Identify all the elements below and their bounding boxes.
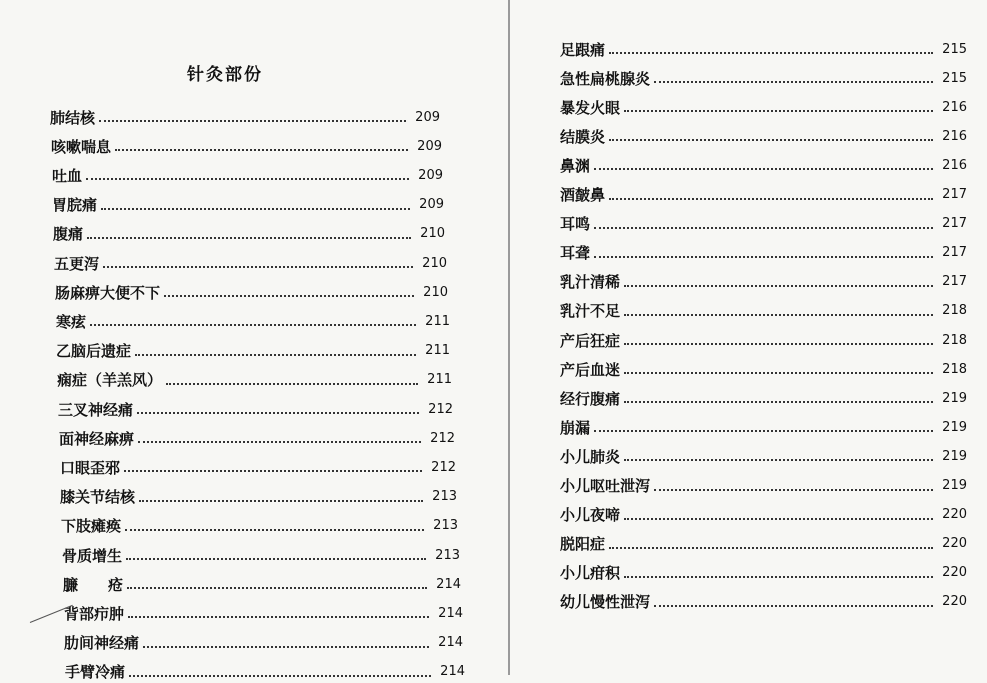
toc-entry-title: 吐血 — [52, 166, 83, 185]
toc-entry-page-number: 213 — [433, 518, 458, 534]
toc-entry-page-number: 217 — [942, 245, 967, 261]
toc-entry — [63, 573, 461, 595]
toc-entry — [52, 194, 444, 216]
toc-entry — [64, 602, 463, 624]
toc-entry — [560, 67, 967, 89]
toc-entry-title: 寒痃 — [56, 312, 87, 331]
toc-entry-page-number: 220 — [942, 536, 967, 552]
dot-leader — [624, 459, 933, 461]
toc-entry-page-number: 209 — [415, 109, 440, 125]
toc-entry-title: 暴发火眼 — [560, 98, 621, 117]
toc-entry-title: 足跟痛 — [560, 40, 606, 59]
toc-entry-page-number: 210 — [420, 226, 445, 242]
toc-entry-page-number: 213 — [435, 547, 460, 563]
dot-leader — [164, 295, 414, 297]
toc-entry-page-number: 209 — [418, 167, 443, 183]
toc-entry-page-number: 211 — [425, 313, 450, 329]
dot-leader — [101, 208, 410, 210]
dot-leader — [99, 120, 406, 122]
dot-leader — [127, 587, 427, 589]
toc-entry — [62, 544, 460, 566]
toc-entry — [58, 398, 453, 420]
toc-entry — [560, 533, 967, 555]
toc-entry — [560, 96, 967, 118]
toc-entry-title: 鼻渊 — [560, 156, 591, 175]
toc-entry-page-number: 210 — [422, 255, 447, 271]
dot-leader — [125, 529, 424, 531]
toc-entry — [560, 154, 967, 176]
toc-entry — [50, 106, 440, 128]
toc-entry-title: 乙脑后遗症 — [56, 342, 132, 361]
dot-leader — [128, 616, 429, 618]
dot-leader — [129, 675, 431, 677]
toc-entry — [56, 310, 450, 332]
toc-entry — [560, 184, 967, 206]
toc-entry-page-number: 212 — [430, 430, 455, 446]
toc-entry-title: 臁 疮 — [63, 575, 124, 594]
section-title: 针灸部份 — [187, 65, 263, 85]
toc-entry-page-number: 217 — [942, 274, 967, 290]
toc-entry-page-number: 211 — [427, 372, 452, 388]
toc-entry-title: 面神经麻痹 — [59, 429, 135, 448]
toc-entry-page-number: 209 — [417, 138, 442, 154]
toc-entry — [560, 416, 967, 438]
page-gutter — [508, 0, 510, 675]
toc-entry-page-number: 219 — [942, 390, 967, 406]
dot-leader — [135, 354, 416, 356]
toc-entry-title: 酒皶鼻 — [560, 186, 606, 204]
toc-entry-page-number: 215 — [942, 41, 967, 57]
toc-entry-page-number: 216 — [942, 128, 967, 144]
toc-entry — [56, 340, 450, 362]
dot-leader — [624, 372, 933, 374]
toc-entry-page-number: 218 — [942, 361, 967, 377]
dot-leader — [139, 500, 423, 502]
dot-leader — [654, 489, 933, 491]
toc-entry-title: 急性扁桃腺炎 — [560, 69, 651, 88]
toc-entry-title: 耳鸣 — [560, 215, 591, 234]
toc-entry-page-number: 219 — [942, 419, 967, 435]
dot-leader — [103, 266, 413, 268]
toc-entry-page-number: 209 — [419, 197, 444, 213]
dot-leader — [609, 547, 933, 549]
dot-leader — [594, 256, 933, 258]
toc-entry-page-number: 213 — [432, 489, 457, 505]
right-page — [520, 0, 987, 675]
dot-leader — [609, 139, 933, 141]
toc-entry-title: 耳聋 — [560, 244, 591, 263]
toc-entry-page-number: 216 — [942, 99, 967, 115]
toc-entry-title: 经行腹痛 — [560, 389, 621, 408]
toc-entry-title: 背部疖肿 — [64, 604, 125, 623]
dot-leader — [594, 430, 933, 432]
toc-entry-page-number: 218 — [942, 332, 967, 348]
toc-entry-page-number: 217 — [942, 187, 967, 202]
toc-entry — [560, 445, 967, 467]
dot-leader — [609, 198, 933, 200]
toc-entry — [560, 358, 967, 380]
toc-entry-title: 小儿夜啼 — [560, 506, 621, 525]
toc-entry-title: 肋间神经痛 — [64, 634, 140, 653]
toc-entry-title: 五更泻 — [54, 254, 100, 273]
toc-entry-page-number: 219 — [942, 448, 967, 464]
toc-entry-title: 崩漏 — [560, 418, 591, 437]
toc-entry — [54, 252, 447, 274]
toc-entry — [560, 329, 967, 351]
toc-entry-page-number: 214 — [438, 605, 463, 621]
dot-leader — [624, 576, 933, 578]
toc-entry-page-number: 220 — [942, 507, 967, 523]
dot-leader — [624, 343, 933, 345]
toc-entry — [560, 562, 967, 584]
dot-leader — [624, 518, 933, 520]
toc-entry — [64, 632, 463, 654]
toc-entry-title: 三叉神经痛 — [58, 400, 134, 419]
dot-leader — [87, 237, 411, 239]
toc-entry — [560, 475, 967, 497]
toc-entry — [61, 515, 458, 537]
toc-entry — [52, 164, 443, 186]
toc-entry-title: 手臂冷痛 — [65, 663, 126, 682]
toc-entry-title: 痫症（羊羔风） — [57, 371, 163, 390]
toc-entry — [59, 427, 455, 449]
toc-entry — [51, 135, 442, 157]
toc-entry — [55, 281, 448, 303]
toc-entry-title: 结膜炎 — [560, 127, 606, 146]
toc-entry-title: 乳汁不足 — [560, 302, 621, 321]
toc-entry-title: 咳嗽喘息 — [51, 137, 112, 156]
dot-leader — [624, 285, 933, 287]
toc-entry — [560, 504, 967, 526]
dot-leader — [654, 81, 933, 83]
dot-leader — [137, 412, 419, 414]
dot-leader — [143, 646, 429, 648]
toc-entry — [560, 242, 967, 264]
toc-entry-page-number: 216 — [942, 157, 967, 173]
toc-entry-page-number: 211 — [425, 343, 450, 359]
toc-entry-title: 下肢瘫痪 — [61, 517, 122, 536]
toc-entry-page-number: 219 — [942, 478, 967, 493]
toc-entry-title: 幼儿慢性泄泻 — [560, 593, 651, 612]
toc-entry-title: 小儿肺炎 — [560, 447, 621, 466]
toc-entry-page-number: 212 — [431, 459, 456, 475]
toc-entry-page-number: 214 — [436, 576, 461, 592]
toc-entry-title: 产后狂症 — [560, 331, 621, 350]
dot-leader — [86, 178, 409, 180]
toc-entry-title: 腹痛 — [53, 225, 84, 244]
dot-leader — [624, 314, 933, 316]
dot-leader — [624, 401, 933, 403]
dot-leader — [594, 227, 933, 229]
toc-entry-page-number: 220 — [942, 565, 967, 581]
toc-entry — [60, 456, 456, 478]
toc-entry-page-number: 214 — [440, 664, 465, 680]
toc-entry — [60, 486, 457, 508]
toc-entry-page-number: 214 — [438, 635, 463, 651]
toc-entry-title: 肺结核 — [50, 108, 96, 127]
toc-entry — [57, 369, 452, 391]
toc-entry — [53, 223, 445, 245]
toc-entry — [560, 300, 967, 322]
toc-entry-page-number: 220 — [942, 594, 967, 610]
toc-entry-title: 口眼歪邪 — [60, 458, 121, 477]
toc-entry-title: 脱阳症 — [560, 535, 606, 554]
toc-entry-title: 胃脘痛 — [52, 196, 98, 215]
toc-entry-title: 小儿呕吐泄泻 — [560, 477, 651, 495]
toc-entry — [560, 387, 967, 409]
toc-entry-title: 肠麻痹大便不下 — [55, 283, 161, 302]
dot-leader — [609, 52, 933, 54]
toc-entry — [560, 125, 967, 147]
toc-entry-title: 膝关节结核 — [60, 488, 136, 507]
dot-leader — [90, 324, 416, 326]
toc-entry-title: 乳汁清稀 — [560, 273, 621, 292]
toc-entry — [560, 271, 967, 293]
toc-entry-page-number: 212 — [428, 401, 453, 417]
dot-leader — [594, 168, 933, 170]
toc-entry — [560, 38, 967, 60]
dot-leader — [124, 470, 422, 472]
toc-entry-page-number: 215 — [942, 70, 967, 86]
toc-entry-title: 产后血迷 — [560, 360, 621, 379]
dot-leader — [115, 149, 408, 151]
toc-entry — [560, 591, 967, 613]
toc-entry-page-number: 218 — [942, 303, 967, 319]
dot-leader — [624, 110, 933, 112]
toc-entry-page-number: 210 — [423, 284, 448, 300]
dot-leader — [166, 383, 418, 385]
dot-leader — [654, 605, 933, 607]
toc-entry-title: 骨质增生 — [62, 546, 123, 565]
dot-leader — [138, 441, 421, 443]
dot-leader — [126, 558, 426, 560]
toc-entry-title: 小儿疳积 — [560, 564, 621, 583]
toc-entry — [65, 661, 465, 683]
toc-entry-page-number: 217 — [942, 216, 967, 232]
left-page — [0, 0, 470, 682]
toc-entry — [560, 213, 967, 235]
